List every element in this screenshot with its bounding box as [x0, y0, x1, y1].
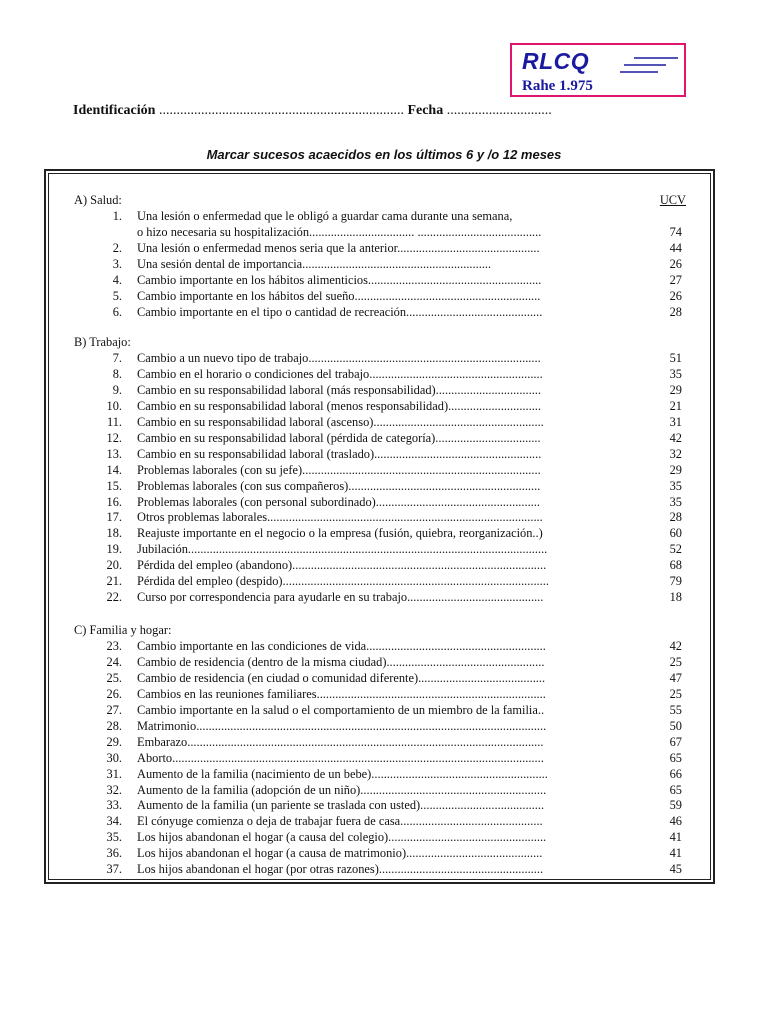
item-number: 15. — [106, 478, 122, 493]
item-ucv-value: 65 — [669, 750, 682, 765]
item-text: Una lesión o enfermedad que le obligó a guardar cama durante una semana, — [137, 208, 513, 223]
ucv-column-header: UCV — [659, 193, 686, 207]
item-text: Embarazo................................................................................................................... — [137, 734, 544, 749]
item-ucv-value: 28 — [669, 510, 682, 525]
item-number: 4. — [112, 272, 122, 287]
item-text: Pérdida del empleo (abandono).................................................................................. — [137, 558, 547, 573]
item-ucv-value: 21 — [669, 398, 682, 413]
item-number: 11. — [106, 414, 122, 429]
item-number: 34. — [106, 814, 122, 829]
section-heading: A) Salud: — [74, 193, 122, 207]
item-ucv-value: 41 — [669, 846, 682, 861]
item-number: 24. — [106, 654, 122, 669]
item-ucv-value: 51 — [669, 350, 682, 365]
item-text: Problemas laborales (con su jefe)............................................................................. — [137, 462, 541, 477]
item-ucv-value: 29 — [669, 382, 682, 397]
item-number: 19. — [106, 542, 122, 557]
item-text: Cambio a un nuevo tipo de trabajo........................................................................... — [137, 350, 541, 365]
item-text: Otros problemas laborales......................................................................................... — [137, 510, 543, 525]
item-text: Cambio importante en los hábitos alimenticios........................................................ — [137, 272, 542, 287]
item-number: 1. — [112, 208, 122, 223]
item-number: 22. — [106, 590, 122, 605]
item-ucv-value: 25 — [669, 654, 682, 669]
item-ucv-value: 25 — [669, 686, 682, 701]
item-number: 9. — [112, 382, 122, 397]
item-text: Cambio importante en los hábitos del sueño............................................................ — [137, 288, 541, 303]
item-text: Los hijos abandonan el hogar (a causa del colegio)................................................... — [137, 830, 547, 845]
item-ucv-value: 50 — [669, 718, 682, 733]
item-ucv-value: 41 — [669, 830, 682, 845]
item-text: Problemas laborales (con personal subordinado)..................................................... — [137, 494, 540, 509]
item-text: Cambio importante en el tipo o cantidad de recreación............................................ — [137, 304, 543, 319]
item-ucv-value: 29 — [669, 462, 682, 477]
item-number: 5. — [112, 288, 122, 303]
item-text: Jubilación.................................................................................................................... — [137, 542, 548, 557]
item-text: Los hijos abandonan el hogar (por otras razones)..................................................... — [137, 862, 544, 877]
item-text: Cambio de residencia (en ciudad o comunidad diferente)......................................... — [137, 670, 546, 685]
item-number: 37. — [106, 862, 122, 877]
item-ucv-value: 52 — [669, 542, 682, 557]
item-text: Cambio importante en las condiciones de vida.......................................................... — [137, 638, 546, 653]
identification-label: Identificación — [73, 103, 156, 118]
item-text: Aborto........................................................................................................................ — [137, 750, 544, 765]
item-text: Matrimonio................................................................................................................. — [137, 718, 547, 733]
item-text: Cambio en su responsabilidad laboral (más responsabilidad).................................. — [137, 382, 542, 397]
item-ucv-value: 32 — [669, 446, 682, 461]
item-text: Cambio en su responsabilidad laboral (traslado)...................................................... — [137, 446, 542, 461]
logo-subtitle: Rahe 1.975 — [522, 78, 593, 94]
item-ucv-value: 18 — [669, 590, 682, 605]
item-number: 26. — [106, 686, 122, 701]
item-number: 16. — [106, 494, 122, 509]
item-text: Cambio en su responsabilidad laboral (ascenso)....................................................... — [137, 414, 544, 429]
item-text: Una lesión o enfermedad menos seria que la anterior.............................................. — [137, 240, 540, 255]
item-number: 21. — [106, 574, 122, 589]
item-number: 18. — [106, 526, 122, 541]
item-text: Cambios en las reuniones familiares.......................................................................... — [137, 686, 546, 701]
item-number: 32. — [106, 782, 122, 797]
item-ucv-value: 26 — [669, 256, 682, 271]
item-number: 36. — [106, 846, 122, 861]
item-text: El cónyuge comienza o deja de trabajar fuera de casa.............................................. — [137, 814, 543, 829]
item-ucv-value: 74 — [669, 224, 682, 239]
item-number: 27. — [106, 702, 122, 717]
item-ucv-value: 55 — [669, 702, 682, 717]
instruction-text: Marcar sucesos acaecidos en los últimos 6 y /o 12 meses — [206, 147, 562, 162]
identification-field[interactable]: ...................................................................... — [158, 103, 404, 118]
item-ucv-value: 28 — [669, 304, 682, 319]
section-heading: B) Trabajo: — [74, 335, 131, 349]
date-label: Fecha — [407, 103, 444, 118]
item-ucv-value: 67 — [669, 734, 682, 749]
item-number: 28. — [106, 718, 122, 733]
item-number: 35. — [106, 830, 122, 845]
date-field[interactable]: .............................. — [446, 103, 552, 118]
item-text: Cambio en su responsabilidad laboral (pérdida de categoría).................................. — [137, 430, 541, 445]
item-ucv-value: 42 — [669, 638, 682, 653]
item-ucv-value: 59 — [669, 798, 682, 813]
item-ucv-value: 35 — [669, 366, 682, 381]
item-number: 31. — [106, 766, 122, 781]
item-ucv-value: 68 — [669, 558, 682, 573]
item-number: 20. — [106, 558, 122, 573]
item-text: Pérdida del empleo (despido)...................................................................................... — [137, 574, 549, 589]
item-number: 23. — [106, 638, 122, 653]
item-ucv-value: 47 — [669, 670, 682, 685]
item-text: Aumento de la familia (un pariente se traslada con usted)........................................ — [137, 798, 545, 813]
item-ucv-value: 60 — [669, 526, 682, 541]
section-heading: C) Familia y hogar: — [74, 623, 172, 637]
item-number: 29. — [106, 734, 122, 749]
logo-title: RLCQ — [522, 48, 590, 74]
item-text: Reajuste importante en el negocio o la empresa (fusión, quiebra, reorganización..) — [137, 526, 543, 541]
item-ucv-value: 66 — [669, 766, 682, 781]
item-ucv-value: 35 — [669, 494, 682, 509]
item-number: 7. — [112, 350, 122, 365]
item-text: Cambio importante en la salud o el comportamiento de un miembro de la familia.. — [137, 702, 545, 717]
item-text: Curso por correspondencia para ayudarle en su trabajo............................................ — [137, 590, 544, 605]
item-number: 2. — [112, 240, 122, 255]
item-text: Una sesión dental de importancia............................................................. — [137, 256, 492, 271]
item-text: Aumento de la familia (nacimiento de un bebe)......................................................... — [137, 766, 548, 781]
item-text: Cambio en su responsabilidad laboral (menos responsabilidad).............................. — [137, 398, 542, 413]
item-text: Cambio en el horario o condiciones del trabajo........................................................ — [137, 366, 543, 381]
item-number: 14. — [106, 462, 122, 477]
item-number: 13. — [106, 446, 122, 461]
item-ucv-value: 79 — [669, 574, 682, 589]
item-ucv-value: 27 — [669, 272, 682, 287]
item-text: Los hijos abandonan el hogar (a causa de matrimonio)............................................ — [137, 846, 543, 861]
item-number: 17. — [106, 510, 122, 525]
item-ucv-value: 42 — [669, 430, 682, 445]
item-number: 10. — [106, 398, 122, 413]
item-text: Problemas laborales (con sus compañeros).............................................................. — [137, 478, 541, 493]
item-number: 33. — [106, 798, 122, 813]
item-text-continuation: o hizo necesaria su hospitalización.................................. ........................................ — [137, 224, 542, 239]
item-number: 30. — [106, 750, 122, 765]
item-text: Aumento de la familia (adopción de un niño)............................................................ — [137, 782, 547, 797]
item-ucv-value: 46 — [669, 814, 682, 829]
item-number: 25. — [106, 670, 122, 685]
item-ucv-value: 35 — [669, 478, 682, 493]
item-number: 6. — [112, 304, 122, 319]
item-ucv-value: 45 — [669, 862, 682, 877]
item-ucv-value: 65 — [669, 782, 682, 797]
item-ucv-value: 44 — [669, 240, 682, 255]
item-number: 12. — [106, 430, 122, 445]
item-text: Cambio de residencia (dentro de la misma ciudad)................................................... — [137, 654, 545, 669]
item-ucv-value: 26 — [669, 288, 682, 303]
item-number: 3. — [112, 256, 122, 271]
item-ucv-value: 31 — [669, 414, 682, 429]
item-number: 8. — [112, 366, 122, 381]
